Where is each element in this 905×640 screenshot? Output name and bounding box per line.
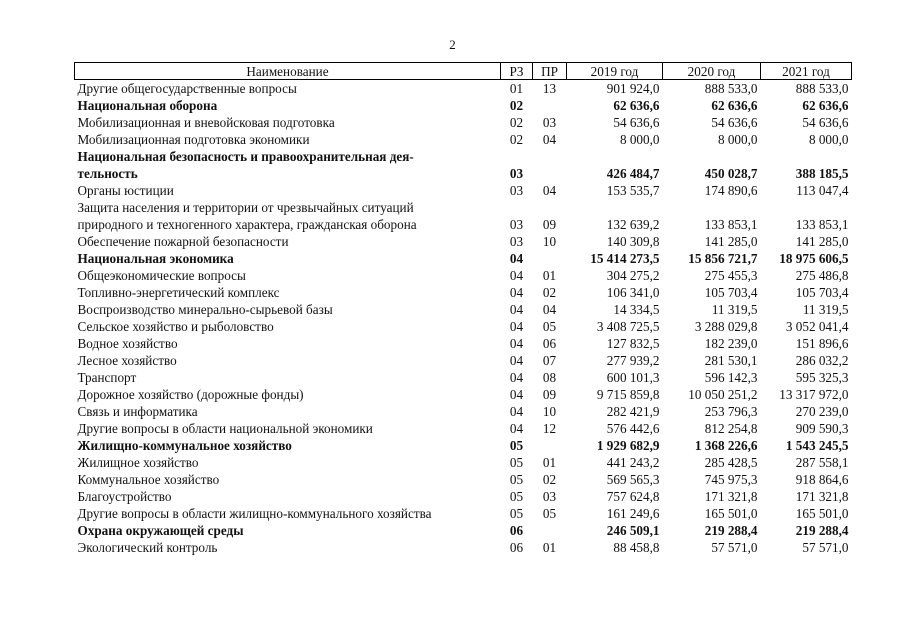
row-name bbox=[75, 131, 501, 148]
row-value-2020: 3 288 029,8 bbox=[694, 319, 758, 334]
row-rz: 04 bbox=[509, 319, 524, 334]
row-value-2019: 1 929 682,9 bbox=[596, 438, 660, 453]
row-rz: 03 bbox=[509, 166, 524, 181]
row-name-line: тельность bbox=[77, 166, 138, 181]
row-rz: 02 bbox=[509, 115, 524, 130]
row-name-line: Национальная безопасность и правоохранительная дея- bbox=[77, 149, 414, 164]
row-pr: 09 bbox=[542, 217, 557, 232]
table-row bbox=[75, 80, 852, 98]
row-name bbox=[75, 386, 501, 403]
row-pr: 01 bbox=[542, 268, 557, 283]
row-value-2019: 282 421,9 bbox=[606, 404, 660, 419]
row-name bbox=[75, 471, 501, 488]
row-value-2020: 285 428,5 bbox=[704, 455, 758, 470]
row-name-line: Топливно-энергетический комплекс bbox=[77, 285, 280, 300]
row-value-2021: 275 486,8 bbox=[795, 268, 849, 283]
row-pr bbox=[533, 522, 567, 539]
row-rz: 02 bbox=[509, 98, 524, 113]
row-value-2021: 105 703,4 bbox=[795, 285, 849, 300]
row-value-2020: 8 000,0 bbox=[717, 132, 758, 147]
row-name-line: Дорожное хозяйство (дорожные фонды) bbox=[77, 387, 304, 402]
row-value-2020: 253 796,3 bbox=[704, 404, 758, 419]
row-pr: 08 bbox=[542, 370, 557, 385]
row-rz: 05 bbox=[509, 455, 524, 470]
row-rz: 06 bbox=[509, 540, 524, 555]
row-pr: 04 bbox=[542, 183, 557, 198]
row-name bbox=[75, 267, 501, 284]
row-value-2019: 140 309,8 bbox=[606, 234, 660, 249]
row-value-2021: 171 321,8 bbox=[795, 489, 849, 504]
header-rz: РЗ bbox=[501, 63, 533, 80]
table-row bbox=[75, 539, 852, 556]
row-name-line: Сельское хозяйство и рыболовство bbox=[77, 319, 274, 334]
row-rz: 04 bbox=[509, 421, 524, 436]
section-row bbox=[75, 522, 852, 539]
row-pr: 12 bbox=[542, 421, 557, 436]
row-rz: 04 bbox=[509, 336, 524, 351]
row-name bbox=[75, 250, 501, 267]
row-value-2020: 745 975,3 bbox=[704, 472, 758, 487]
row-rz: 04 bbox=[509, 268, 524, 283]
row-rz: 04 bbox=[509, 353, 524, 368]
section-row bbox=[75, 437, 852, 454]
row-pr bbox=[533, 250, 567, 267]
row-name-line: Экологический контроль bbox=[77, 540, 218, 555]
row-rz: 04 bbox=[509, 251, 524, 266]
row-value-2020: 11 319,5 bbox=[711, 302, 758, 317]
row-value-2020: 596 142,3 bbox=[704, 370, 758, 385]
table-row bbox=[75, 471, 852, 488]
row-rz: 03 bbox=[509, 183, 524, 198]
row-pr: 02 bbox=[542, 285, 557, 300]
table-row bbox=[75, 182, 852, 199]
section-row bbox=[75, 148, 852, 182]
row-value-2019: 8 000,0 bbox=[619, 132, 660, 147]
row-rz: 05 bbox=[509, 438, 524, 453]
header-2019: 2019 год bbox=[567, 63, 663, 80]
row-rz: 04 bbox=[509, 302, 524, 317]
row-pr: 02 bbox=[542, 472, 557, 487]
row-value-2019: 757 624,8 bbox=[606, 489, 660, 504]
page-number: 2 bbox=[449, 37, 456, 52]
row-name-line: Жилищно-коммунальное хозяйство bbox=[77, 438, 292, 453]
section-row bbox=[75, 97, 852, 114]
row-value-2021: 141 285,0 bbox=[795, 234, 849, 249]
row-rz: 05 bbox=[509, 489, 524, 504]
row-name bbox=[75, 505, 501, 522]
row-value-2020: 165 501,0 bbox=[704, 506, 758, 521]
table-row bbox=[75, 488, 852, 505]
row-rz: 05 bbox=[509, 506, 524, 521]
row-pr: 01 bbox=[542, 455, 557, 470]
row-name-line: Другие вопросы в области жилищно-коммунального хозяйства bbox=[77, 506, 432, 521]
row-name bbox=[75, 352, 501, 369]
row-value-2021: 57 571,0 bbox=[802, 540, 849, 555]
row-pr: 07 bbox=[542, 353, 557, 368]
row-name bbox=[75, 420, 501, 437]
row-name-line: Коммунальное хозяйство bbox=[77, 472, 220, 487]
row-pr: 05 bbox=[542, 319, 557, 334]
row-value-2019: 15 414 273,5 bbox=[590, 251, 660, 266]
row-pr: 01 bbox=[542, 540, 557, 555]
row-pr: 04 bbox=[542, 132, 557, 147]
row-value-2020: 62 636,6 bbox=[711, 98, 758, 113]
row-name bbox=[75, 284, 501, 301]
table-row bbox=[75, 199, 852, 233]
section-row bbox=[75, 250, 852, 267]
row-value-2020: 888 533,0 bbox=[704, 81, 758, 96]
header-pr: ПР bbox=[533, 63, 567, 80]
table-row bbox=[75, 114, 852, 131]
row-value-2019: 62 636,6 bbox=[613, 98, 660, 113]
row-name-line: Водное хозяйство bbox=[77, 336, 178, 351]
row-value-2021: 11 319,5 bbox=[802, 302, 849, 317]
row-value-2019: 576 442,6 bbox=[606, 421, 660, 436]
row-name-line: Транспорт bbox=[77, 370, 137, 385]
row-value-2021: 13 317 972,0 bbox=[779, 387, 849, 402]
row-pr bbox=[533, 97, 567, 114]
row-value-2019: 277 939,2 bbox=[606, 353, 660, 368]
row-value-2021: 595 325,3 bbox=[795, 370, 849, 385]
row-value-2021: 113 047,4 bbox=[796, 183, 849, 198]
table-row bbox=[75, 403, 852, 420]
table-row bbox=[75, 352, 852, 369]
row-name bbox=[75, 182, 501, 199]
table-row bbox=[75, 267, 852, 284]
row-name bbox=[75, 539, 501, 556]
row-value-2021: 18 975 606,5 bbox=[779, 251, 849, 266]
row-rz: 06 bbox=[509, 523, 524, 538]
row-value-2020: 182 239,0 bbox=[704, 336, 758, 351]
row-rz: 03 bbox=[509, 217, 524, 232]
table-row bbox=[75, 335, 852, 352]
row-name-line: Благоустройство bbox=[77, 489, 172, 504]
table-row bbox=[75, 301, 852, 318]
row-pr: 13 bbox=[542, 81, 557, 96]
table-header-row bbox=[75, 63, 852, 80]
table-row bbox=[75, 284, 852, 301]
row-name bbox=[75, 403, 501, 420]
row-pr: 03 bbox=[542, 489, 557, 504]
table-row bbox=[75, 454, 852, 471]
row-rz: 04 bbox=[509, 404, 524, 419]
row-name-line: Общеэкономические вопросы bbox=[77, 268, 246, 283]
row-value-2019: 441 243,2 bbox=[606, 455, 660, 470]
row-value-2019: 132 639,2 bbox=[606, 217, 660, 232]
row-value-2019: 569 565,3 bbox=[606, 472, 660, 487]
row-value-2020: 171 321,8 bbox=[704, 489, 758, 504]
row-name bbox=[75, 369, 501, 386]
table-row bbox=[75, 233, 852, 250]
row-value-2021: 62 636,6 bbox=[802, 98, 849, 113]
row-rz: 01 bbox=[509, 81, 524, 96]
row-name bbox=[75, 318, 501, 335]
row-pr: 04 bbox=[542, 302, 557, 317]
table-row bbox=[75, 318, 852, 335]
row-name-line: Связь и информатика bbox=[77, 404, 198, 419]
header-2021: 2021 год bbox=[761, 63, 852, 80]
row-name bbox=[75, 97, 501, 114]
row-name-line: Жилищное хозяйство bbox=[77, 455, 199, 470]
row-pr: 05 bbox=[542, 506, 557, 521]
row-rz: 04 bbox=[509, 387, 524, 402]
row-value-2020: 281 530,1 bbox=[704, 353, 758, 368]
row-value-2021: 151 896,6 bbox=[795, 336, 849, 351]
table-row bbox=[75, 505, 852, 522]
row-name bbox=[75, 522, 501, 539]
table-body bbox=[75, 80, 852, 557]
row-value-2020: 15 856 721,7 bbox=[688, 251, 758, 266]
row-pr: 03 bbox=[542, 115, 557, 130]
row-value-2020: 450 028,7 bbox=[704, 166, 758, 181]
row-value-2019: 14 334,5 bbox=[613, 302, 660, 317]
row-value-2019: 426 484,7 bbox=[606, 166, 660, 181]
row-value-2020: 54 636,6 bbox=[711, 115, 758, 130]
row-rz: 04 bbox=[509, 370, 524, 385]
row-value-2021: 3 052 041,4 bbox=[785, 319, 849, 334]
row-rz: 03 bbox=[509, 234, 524, 249]
row-name bbox=[75, 488, 501, 505]
row-name bbox=[75, 335, 501, 352]
row-value-2019: 246 509,1 bbox=[606, 523, 660, 538]
table-row bbox=[75, 131, 852, 148]
row-value-2020: 219 288,4 bbox=[704, 523, 758, 538]
row-value-2019: 901 924,0 bbox=[606, 81, 660, 96]
row-pr: 10 bbox=[542, 404, 557, 419]
row-value-2021: 287 558,1 bbox=[795, 455, 849, 470]
row-value-2021: 133 853,1 bbox=[795, 217, 849, 232]
table-row bbox=[75, 386, 852, 403]
row-value-2021: 1 543 245,5 bbox=[785, 438, 849, 453]
row-rz: 04 bbox=[509, 285, 524, 300]
row-value-2021: 888 533,0 bbox=[795, 81, 849, 96]
row-value-2019: 106 341,0 bbox=[606, 285, 660, 300]
row-name bbox=[75, 114, 501, 131]
row-value-2021: 270 239,0 bbox=[795, 404, 849, 419]
row-rz: 02 bbox=[509, 132, 524, 147]
row-value-2020: 174 890,6 bbox=[704, 183, 758, 198]
row-pr: 06 bbox=[542, 336, 557, 351]
row-name-line: Другие вопросы в области национальной экономики bbox=[77, 421, 373, 436]
row-name-line: Национальная экономика bbox=[77, 251, 234, 266]
row-value-2021: 909 590,3 bbox=[795, 421, 849, 436]
row-pr: 10 bbox=[542, 234, 557, 249]
row-name-line: Мобилизационная и вневойсковая подготовка bbox=[77, 115, 335, 130]
row-name-line: Органы юстиции bbox=[77, 183, 174, 198]
row-value-2021: 54 636,6 bbox=[802, 115, 849, 130]
header-name: Наименование bbox=[75, 63, 501, 80]
row-value-2019: 9 715 859,8 bbox=[596, 387, 660, 402]
row-name-line: природного и техногенного характера, гражданская оборона bbox=[77, 217, 417, 232]
row-value-2020: 57 571,0 bbox=[711, 540, 758, 555]
row-pr bbox=[533, 437, 567, 454]
row-pr: 09 bbox=[542, 387, 557, 402]
row-value-2019: 304 275,2 bbox=[606, 268, 660, 283]
row-value-2019: 127 832,5 bbox=[606, 336, 660, 351]
row-name-line: Охрана окружающей среды bbox=[77, 523, 244, 538]
row-name-line: Воспроизводство минерально-сырьевой базы bbox=[77, 302, 333, 317]
table-row bbox=[75, 369, 852, 386]
row-value-2020: 105 703,4 bbox=[704, 285, 758, 300]
row-value-2020: 275 455,3 bbox=[704, 268, 758, 283]
row-name-line: Национальная оборона bbox=[77, 98, 218, 113]
row-name-line: Обеспечение пожарной безопасности bbox=[77, 234, 289, 249]
row-value-2021: 8 000,0 bbox=[808, 132, 849, 147]
row-value-2019: 3 408 725,5 bbox=[596, 319, 660, 334]
row-value-2020: 141 285,0 bbox=[704, 234, 758, 249]
row-name bbox=[75, 437, 501, 454]
row-name bbox=[75, 454, 501, 471]
row-value-2021: 286 032,2 bbox=[795, 353, 849, 368]
row-value-2020: 1 368 226,6 bbox=[694, 438, 758, 453]
budget-table bbox=[74, 62, 852, 556]
row-name bbox=[75, 199, 501, 233]
row-name bbox=[75, 233, 501, 250]
row-value-2020: 812 254,8 bbox=[704, 421, 758, 436]
row-value-2019: 88 458,8 bbox=[613, 540, 660, 555]
table-row bbox=[75, 420, 852, 437]
row-name bbox=[75, 148, 501, 182]
row-value-2021: 219 288,4 bbox=[795, 523, 849, 538]
row-name-line: Мобилизационная подготовка экономики bbox=[77, 132, 310, 147]
row-value-2020: 133 853,1 bbox=[704, 217, 758, 232]
row-name-line: Другие общегосударственные вопросы bbox=[77, 81, 297, 96]
row-value-2019: 161 249,6 bbox=[606, 506, 660, 521]
row-value-2021: 165 501,0 bbox=[795, 506, 849, 521]
row-rz: 05 bbox=[509, 472, 524, 487]
row-value-2021: 918 864,6 bbox=[795, 472, 849, 487]
row-pr bbox=[533, 148, 567, 182]
row-value-2019: 153 535,7 bbox=[606, 183, 660, 198]
row-value-2021: 388 185,5 bbox=[795, 166, 849, 181]
row-name bbox=[75, 80, 501, 98]
row-name-line: Лесное хозяйство bbox=[77, 353, 177, 368]
row-value-2019: 54 636,6 bbox=[613, 115, 660, 130]
header-2020: 2020 год bbox=[663, 63, 761, 80]
row-value-2019: 600 101,3 bbox=[606, 370, 660, 385]
row-name bbox=[75, 301, 501, 318]
row-name-line: Защита населения и территории от чрезвычайных ситуаций bbox=[77, 200, 414, 215]
row-value-2020: 10 050 251,2 bbox=[688, 387, 758, 402]
